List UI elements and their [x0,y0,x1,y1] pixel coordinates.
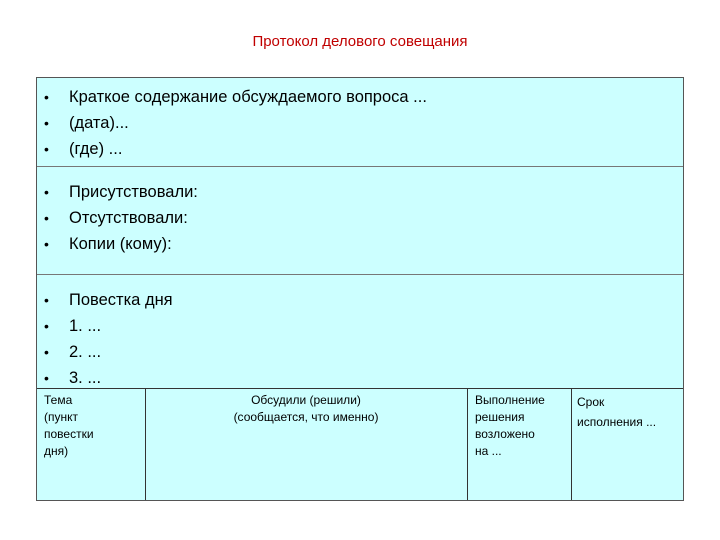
agenda-item: • 1. ... [37,313,173,339]
agenda-item: • 3. ... [37,365,173,391]
place-item: • (где) ... [37,136,427,162]
summary-section [37,84,427,162]
column-divider [571,388,572,500]
column-divider [145,388,146,500]
document-title: Протокол делового совещания [252,33,468,50]
section-divider [37,274,683,275]
deadline-column-header: Срок исполнения ... [577,395,657,429]
topic-column-header: Тема (пункт повестки дня) [44,393,94,458]
attendance-section [37,179,198,257]
protocol-form [36,77,684,501]
section-divider [37,166,683,167]
summary-item: • Краткое содержание обсуждаемого вопроса ... [37,84,427,110]
discussed-column-header: Обсудили (решили) (сообщается, что именно) [233,393,379,424]
column-divider [467,388,468,500]
agenda-heading: • Повестка дня [37,287,173,313]
responsible-column-header: Выполнение решения возложено на ... [475,393,545,458]
table-top-border [37,388,683,389]
agenda-item: • 2. ... [37,339,173,365]
agenda-section [37,287,173,391]
date-item: • (дата)... [37,110,427,136]
copies-item: • Копии (кому): [37,231,198,257]
present-item: • Присутствовали: [37,179,198,205]
absent-item: • Отсутствовали: [37,205,198,231]
